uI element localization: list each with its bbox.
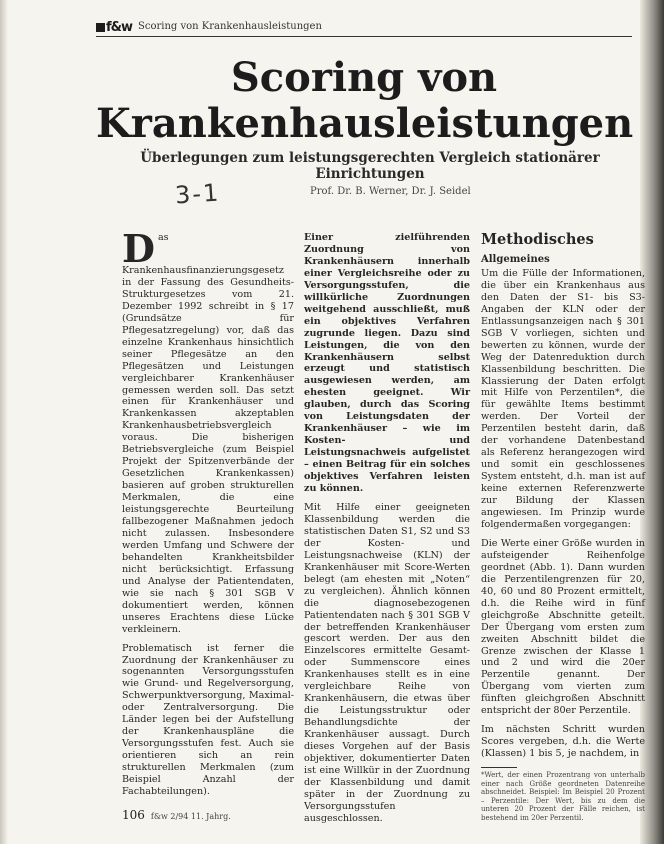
running-head-text: Scoring von Krankenhausleistungen	[138, 21, 322, 32]
footnote: *Wert, der einen Prozentrang von unterhalb einer nach Größe geordneten Datenreihe abschneidet. Beispiel: Im Beispiel 20 Prozent – Perzentile: Der Wert, bis zu dem die unteren 20 Prozent der Fälle reichen, ist bestehend im 20er Perzentil.	[481, 771, 645, 822]
handwritten-note: 3-1	[174, 178, 222, 210]
issue-info: f&w 2/94 11. Jahrg.	[150, 812, 231, 821]
paragraph: Im nächsten Schritt wurden Scores vergeben, d.h. die Werte (Klassen) 1 bis 5, je nachdem, in	[481, 724, 645, 760]
bold-intro-paragraph: Einer zielführenden Zuordnung von Krankenhäusern innerhalb einer Vergleichsreihe oder zu Versorgungsstufen, die willkürliche Zuordnungen weitgehend ausschließt, muß ein objektives Verfahren zugrunde liegen. Dazu sind Leistungen, die von den Krankenhäusern selbst erzeugt und statistisch ausgewiesen werden, am ehesten geeignet. Wir glauben, durch das Scoring von Leistungsdaten der Krankenhäuser – wie im Kosten- und Leistungsnachweis aufgelistet – einen Beitrag für ein solches objektives Verfahren leisten zu können.	[304, 232, 470, 495]
page-footer	[122, 808, 231, 822]
article-title-line2: Krankenhausleistungen	[96, 100, 634, 147]
paragraph: Mit Hilfe einer geeigneten Klassenbildung werden die statistischen Daten S1, S2 und S3 der Kosten- und Leistungsnachweise (KLN) der Krankenhäuser mit Score-Werten belegt (am ehesten mit „Noten“ zu vergleichen). Ähnlich können die diagnosebezogenen Patientendaten nach § 301 SGB V der betreffenden Krankenhäuser gescort werden. Der aus den Einzelscores ermittelte Gesamt- oder Summenscore eines Krankenhauses stellt es in eine vergleichbare Reihe von Krankenhäusern, die etwas über die Leistungsstruktur oder Behandlungsdichte der Krankenhäuser aussagt. Durch dieses Vorgehen auf der Basis objektiver, dokumentierter Daten ist eine Willkür in der Zuordnung der Klassenbildung und damit später in der Zuordnung zu Versorgungsstufen ausgeschlossen.	[304, 501, 470, 824]
text-column-1	[122, 226, 294, 805]
author-line: Prof. Dr. B. Werner, Dr. J. Seidel	[310, 186, 471, 197]
article-title-line1: Scoring von	[230, 54, 498, 101]
paragraph: Um die Fülle der Informationen, die über ein Krankenhaus aus den Daten der S1- bis S3-Angaben der KLN oder der Entlassungsanzeigen nach § 301 SGB V vorliegen, sichten und bewerten zu können, wurde der Weg der Datenreduktion durch Klassenbildung beschritten. Die Klassierung der Daten erfolgt mit Hilfe von Perzentilen*, die für gewählte Items bestimmt werden. Der Vorteil der Perzentilen besteht darin, daß der vorhandene Datenbestand als Referenz herangezogen wird und somit ein geschlossenes System entsteht, d.h. man ist auf keine externen Referenzwerte zur Bildung der Klassen angewiesen. Im Prinzip wurde folgendermaßen vorgegangen:	[481, 267, 645, 530]
drop-cap: D	[122, 226, 155, 271]
paragraph: Die Werte einer Größe wurden in aufsteigender Reihenfolge geordnet (Abb. 1). Dann wurden die Perzentilengrenzen für 20, 40, 60 und 80 Prozent ermittelt, d.h. die Reihe wird in fünf gleichgroße Abschnitte geteilt. Der Übergang vom ersten zum zweiten Abschnitt bildet die Grenze zwischen der Klasse 1 und 2 und wird die 20er Perzentile genannt. Der Übergang vom vierten zum fünften gleichgroßen Abschnitt entspricht der 80er Perzentile.	[481, 537, 645, 717]
paragraph: Problematisch ist ferner die Zuordnung der Krankenhäuser zu sogenannten Versorgungsstufen wie Grund- und Regelversorgung, Schwerpunktversorgung, Maximal- oder Zentralversorgung. Die Länder legen bei der Aufstellung der Krankenhauspläne die Versorgungsstufen fest. Auch sie orientieren sich an rein strukturellen Merkmalen (zum Beispiel Anzahl der Fachabteilungen).	[122, 642, 294, 797]
logo-box-icon	[96, 23, 105, 32]
subheading: Allgemeines	[481, 254, 550, 265]
text-column-3	[481, 232, 645, 822]
section-heading: Methodisches	[481, 231, 594, 248]
text-column-2	[304, 232, 470, 832]
page-edge-left	[0, 0, 8, 844]
journal-logo: f&w	[96, 20, 132, 35]
footnote-divider	[481, 767, 517, 768]
running-header	[96, 20, 632, 37]
page-number: 106	[122, 808, 145, 822]
intro-paragraph: Das Krankenhausfinanzierungsgesetz in der Fassung des Gesundheits-Strukturgesetzes vom 21. Dezember 1992 schreibt in § 17 (Grundsätze für Pflegesatzregelung) vor, daß das einzelne Krankenhaus hinsichtlich seiner Pflegesätze an den Pflegesätzen und Leistungen vergleichbarer Krankenhäuser gemessen werden soll. Das setzt einen für Krankenhäuser und Krankenkassen akzeptablen Krankenhausbetriebsvergleich voraus. Die bisherigen Betriebsvergleiche (zum Beispiel Projekt der Spitzenverbände der Gesetzlichen Krankenkassen) basieren auf groben strukturellen Merkmalen, die eine leistungsgerechte Beurteilung fallbezogener Maßnahmen jedoch nicht zulassen. Insbesondere werden Umfang und Schwere der behandelten Krankheitsbilder nicht berücksichtigt. Erfassung und Analyse der Patientendaten, wie sie nach § 301 SGB V dokumentiert werden, können unseres Erachtens diese Lücke verkleinern.	[122, 226, 294, 635]
article-subtitle: Überlegungen zum leistungsgerechten Vergleich stationärer Einrichtungen	[140, 150, 600, 182]
